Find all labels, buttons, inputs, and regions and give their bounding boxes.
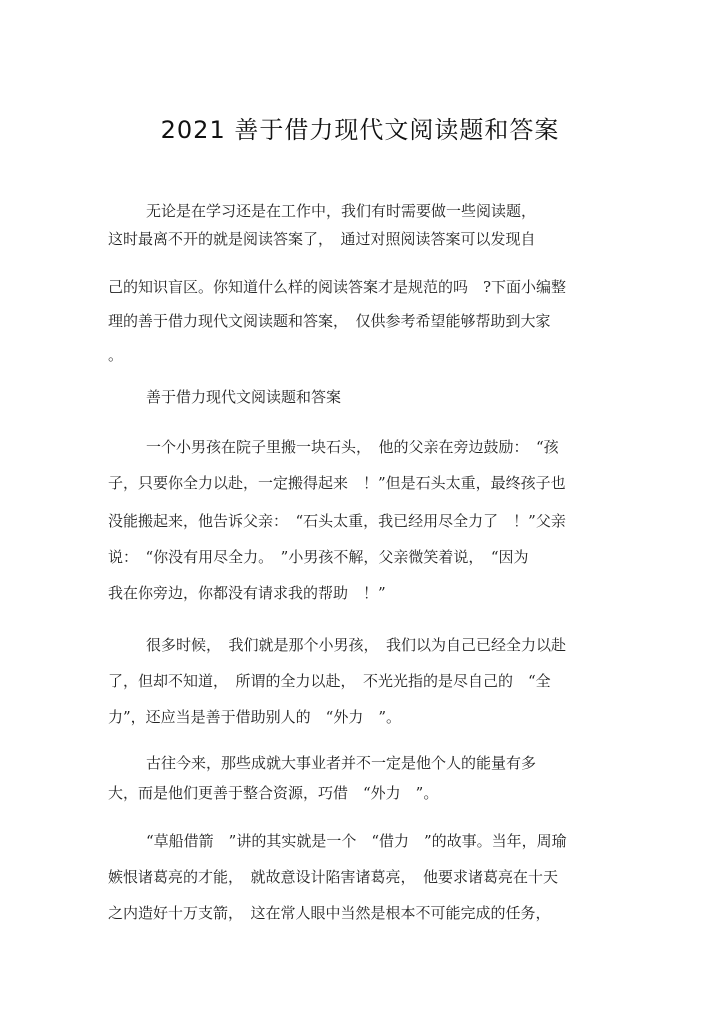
paragraph-line: 没能搬起来，他告诉父亲： “石头太重，我已经用尽全力了 ！”父亲 [108,512,566,530]
section-heading: 善于借力现代文阅读题和答案 [146,388,342,406]
paragraph-line: 。 [108,346,124,364]
paragraph-line: 古往今来，那些成就大事业者并不一定是他个人的能量有多 [146,754,537,772]
paragraph-line: 这时最离不开的就是阅读答案了， 通过对照阅读答案可以发现自 [108,230,536,248]
paragraph-line: 理的善于借力现代文阅读题和答案， 仅供参考希望能够帮助到大家 [108,312,551,330]
paragraph-line: 大，而是他们更善于整合资源，巧借 “外力 ”。 [108,784,439,802]
paragraph-line: 嫉恨诸葛亮的才能， 就故意设计陷害诸葛亮， 他要求诸葛亮在十天 [108,868,559,886]
paragraph-line: 己的知识盲区。你知道什么样的阅读答案才是规范的吗 ?下面小编整 [108,278,567,296]
paragraph-line: “草船借箭 ”讲的其实就是一个 “借力 ”的故事。当年，周瑜 [146,832,567,850]
paragraph-line: 力”，还应当是善于借助别人的 “外力 ”。 [108,708,402,726]
paragraph-line: 子，只要你全力以赴，一定搬得起来 ！”但是石头太重，最终孩子也 [108,474,566,492]
paragraph-line: 一个小男孩在院子里搬一块石头， 他的父亲在旁边鼓励： “孩 [146,438,559,456]
paragraph-line: 我在你旁边，你都没有请求我的帮助 ！” [108,584,386,602]
paragraph-line: 无论是在学习还是在工作中，我们有时需要做一些阅读题， [146,202,537,220]
page-title: 2021 善于借力现代文阅读题和答案 [160,116,560,144]
paragraph-line: 说： “你没有用尽全力。 ”小男孩不解，父亲微笑着说， “因为 [108,548,529,566]
paragraph-line: 之内造好十万支箭， 这在常人眼中当然是根本不可能完成的任务， [108,904,551,922]
paragraph-line: 很多时候， 我们就是那个小男孩， 我们以为自己已经全力以赴 [146,636,567,654]
paragraph-line: 了，但却不知道， 所谓的全力以赴， 不光光指的是尽自己的 “全 [108,672,551,690]
